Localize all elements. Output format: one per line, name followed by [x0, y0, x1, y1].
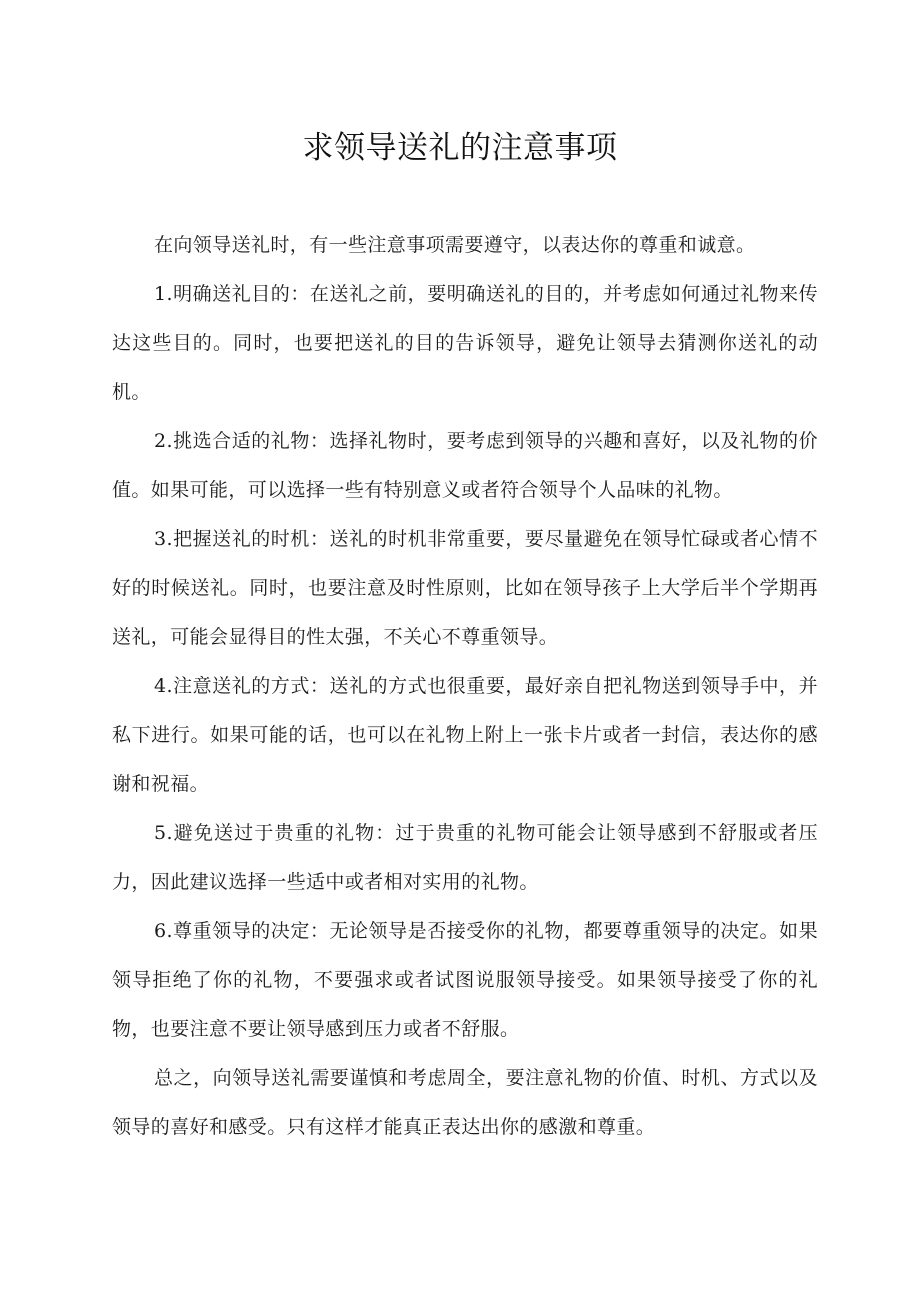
document-body [112, 221, 818, 1152]
paragraph-item-6: 6.尊重领导的决定：无论领导是否接受你的礼物，都要尊重领导的决定。如果领导拒绝了你的礼物，不要强求或者试图说服领导接受。如果领导接受了你的礼物，也要注意不要让领导感到压力或者不舒服。 [112, 920, 818, 1040]
paragraph-item-3: 3.把握送礼的时机：送礼的时机非常重要，要尽量避免在领导忙碌或者心情不好的时候送礼。同时，也要注意及时性原则，比如在领导孩子上大学后半个学期再送礼，可能会显得目的性太强，不关心不尊重领导。 [112, 528, 818, 648]
conclusion-paragraph: 总之，向领导送礼需要谨慎和考虑周全，要注意礼物的价值、时机、方式以及领导的喜好和感受。只有这样才能真正表达出你的感激和尊重。 [112, 1067, 818, 1138]
document-title: 求领导送礼的注意事项 [302, 130, 618, 166]
paragraph-item-4: 4.注意送礼的方式：送礼的方式也很重要，最好亲自把礼物送到领导手中，并私下进行。如果可能的话，也可以在礼物上附上一张卡片或者一封信，表达你的感谢和祝福。 [112, 675, 818, 795]
paragraph-item-2: 2.挑选合适的礼物：选择礼物时，要考虑到领导的兴趣和喜好，以及礼物的价值。如果可能，可以选择一些有特别意义或者符合领导个人品味的礼物。 [112, 430, 818, 501]
paragraph-item-1: 1.明确送礼目的：在送礼之前，要明确送礼的目的，并考虑如何通过礼物来传达这些目的。同时，也要把送礼的目的告诉领导，避免让领导去猜测你送礼的动机。 [112, 283, 818, 403]
paragraph-item-5: 5.避免送过于贵重的礼物：过于贵重的礼物可能会让领导感到不舒服或者压力，因此建议选择一些适中或者相对实用的礼物。 [112, 822, 818, 893]
intro-paragraph: 在向领导送礼时，有一些注意事项需要遵守，以表达你的尊重和诚意。 [154, 234, 756, 256]
